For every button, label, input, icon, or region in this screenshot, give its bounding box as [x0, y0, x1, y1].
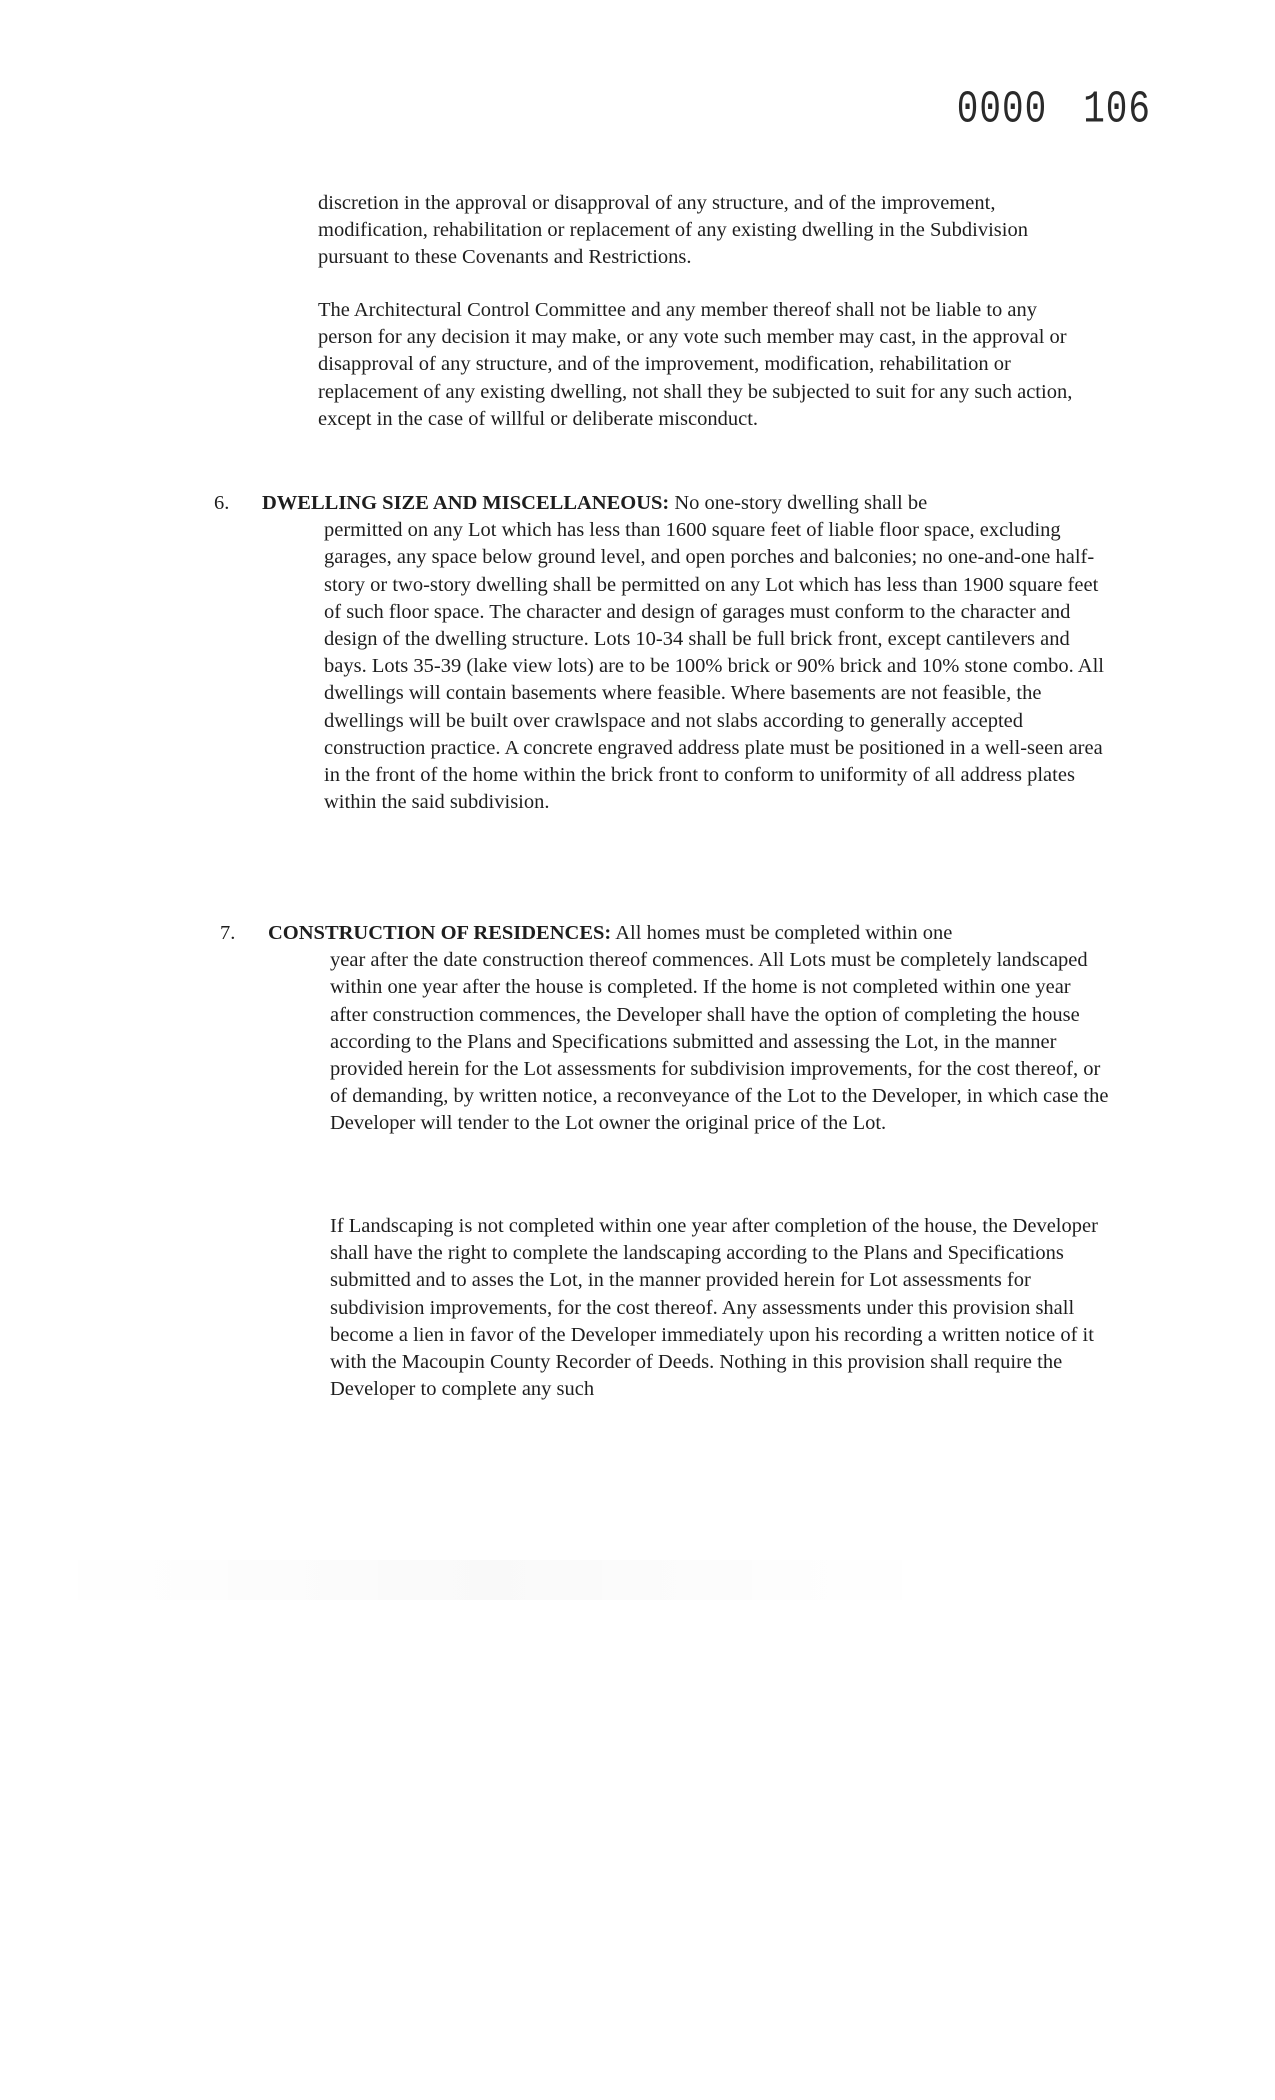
section-6-lead: No one-story dwelling shall be [674, 492, 928, 514]
section-6-number: 6. [214, 492, 230, 514]
intro-paragraph: discretion in the approval or disapproval of any structure, and of the improvement, modification, rehabilitation or replacement of any existing dwelling in the Subdivision pursuant to these Covenants and Restrictions. [318, 192, 1028, 269]
section-7-heading-line [268, 920, 952, 947]
section-7-heading: CONSTRUCTION OF RESIDENCES: [268, 922, 612, 944]
section-7-number: 7. [220, 922, 236, 944]
section-7-body: year after the date construction thereof commences. All Lots must be completely landscaped within one year after the house is completed. If the home is not completed within one year after construction commences, the Developer shall have the option of completing the house according to the Plans and Specifications submitted and assessing the Lot, in the manner provided herein for the Lot assessments for subdivision improvements, for the cost thereof, or of demanding, by written notice, a reconveyance of the Lot to the Developer, in which case the Developer will tender to the Lot owner the original price of the Lot. [330, 949, 1109, 1135]
section-7-lead: All homes must be completed within one [615, 922, 953, 944]
section-6-heading-line [262, 490, 927, 517]
stamp-book-number: 0000 [956, 84, 1048, 136]
scan-artifact [40, 1560, 940, 1600]
page-stamp-number [957, 84, 1151, 135]
section-6-heading: DWELLING SIZE AND MISCELLANEOUS: [262, 492, 670, 514]
acc-liability-paragraph: The Architectural Control Committee and any member thereof shall not be liable to any person for any decision it may make, or any vote such member may cast, in the approval or disapproval of any structure, and of the improvement, modification, rehabilitation or replacement of any existing dwelling, not shall they be subjected to suit for any such action, except in the case of willful or deliberate misconduct. [318, 299, 1073, 430]
section-6 [214, 490, 1114, 870]
section-7 [220, 920, 1120, 1180]
section-6-body: permitted on any Lot which has less than 1600 square feet of liable floor space, excluding garages, any space below ground level, and open porches and balconies; no one-and-one half-story or two-story dwelling shall be permitted on any Lot which has less than 1900 square feet of such floor space. The character and design of garages must conform to the character and design of the dwelling structure. Lots 10-34 shall be full brick front, except cantilevers and bays. Lots 35-39 (lake view lots) are to be 100% brick or 90% brick and 10% stone combo. All dwellings will contain basements where feasible. Where basements are not feasible, the dwellings will be built over crawlspace and not slabs according to generally accepted construction practice. A concrete engraved address plate must be positioned in a well-seen area in the front of the home within the brick front to conform to uniformity of all address plates within the said subdivision. [324, 519, 1104, 814]
landscaping-paragraph: If Landscaping is not completed within one year after completion of the house, the Developer shall have the right to complete the landscaping according to the Plans and Specifications submitted and to asses the Lot, in the manner provided herein for Lot assessments for subdivision improvements, for the cost thereof. Any assessments under this provision shall become a lien in favor of the Developer immediately upon his recording a written notice of it with the Macoupin County Recorder of Deeds. Nothing in this provision shall require the Developer to complete any such [330, 1215, 1098, 1401]
stamp-page-number: 106 [1083, 84, 1151, 136]
